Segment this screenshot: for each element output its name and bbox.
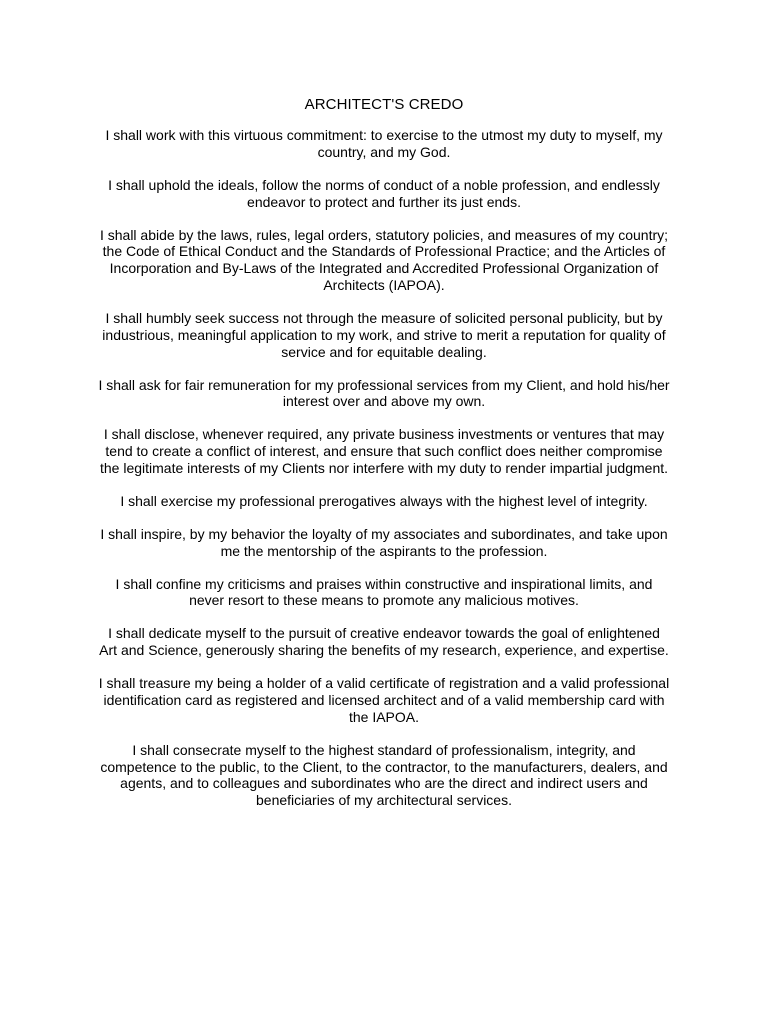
document-title: ARCHITECT'S CREDO	[304, 96, 464, 113]
credo-paragraph: I shall exercise my professional prerogatives always with the highest level of integrity.	[120, 492, 648, 509]
credo-paragraph: I shall abide by the laws, rules, legal orders, statutory policies, and measures of my country; the Code of Ethical Conduct and the Standards of Professional Practice; and the Articles of Incorporation and By-Laws of the Integrated and Accredited Professional Organization of Architects (IAPOA).	[99, 226, 669, 293]
credo-paragraph: I shall disclose, whenever required, any private business investments or ventures that may tend to create a conflict of interest, and ensure that such conflict does neither compromise the legitimate interests of my Clients nor interfere with my duty to render impartial judgment.	[99, 426, 669, 476]
credo-paragraph: I shall uphold the ideals, follow the norms of conduct of a noble profession, and endlessly endeavor to protect and further its just ends.	[108, 176, 660, 210]
credo-paragraph: I shall ask for fair remuneration for my professional services from my Client, and hold his/her interest over and above my own.	[98, 376, 670, 410]
credo-paragraph: I shall treasure my being a holder of a valid certificate of registration and a valid professional identification card as registered and licensed architect and of a valid membership card with the IAPOA.	[98, 675, 670, 725]
credo-body	[98, 96, 670, 825]
credo-paragraph: I shall inspire, by my behavior the loyalty of my associates and subordinates, and take upon me the mentorship of the aspirants to the profession.	[100, 525, 668, 559]
credo-paragraph: I shall work with this virtuous commitment: to exercise to the utmost my duty to myself, my country, and my God.	[105, 127, 663, 160]
credo-paragraph: I shall humbly seek success not through the measure of solicited personal publicity, but by industrious, meaningful application to my work, and strive to merit a reputation for quality of service and for equitable dealing.	[102, 309, 666, 360]
credo-paragraph: I shall confine my criticisms and praises within constructive and inspirational limits, and never resort to these means to promote any malicious motives.	[115, 575, 653, 609]
credo-paragraph: I shall consecrate myself to the highest standard of professionalism, integrity, and competence to the public, to the Client, to the contractor, to the manufacturers, dealers, and agents, and to colleagues and subordinates who are the direct and indirect users and beneficiaries of my architectural services.	[100, 741, 668, 809]
credo-paragraph: I shall dedicate myself to the pursuit of creative endeavor towards the goal of enlightened Art and Science, generously sharing the benefits of my research, experience, and expertise.	[99, 625, 669, 659]
